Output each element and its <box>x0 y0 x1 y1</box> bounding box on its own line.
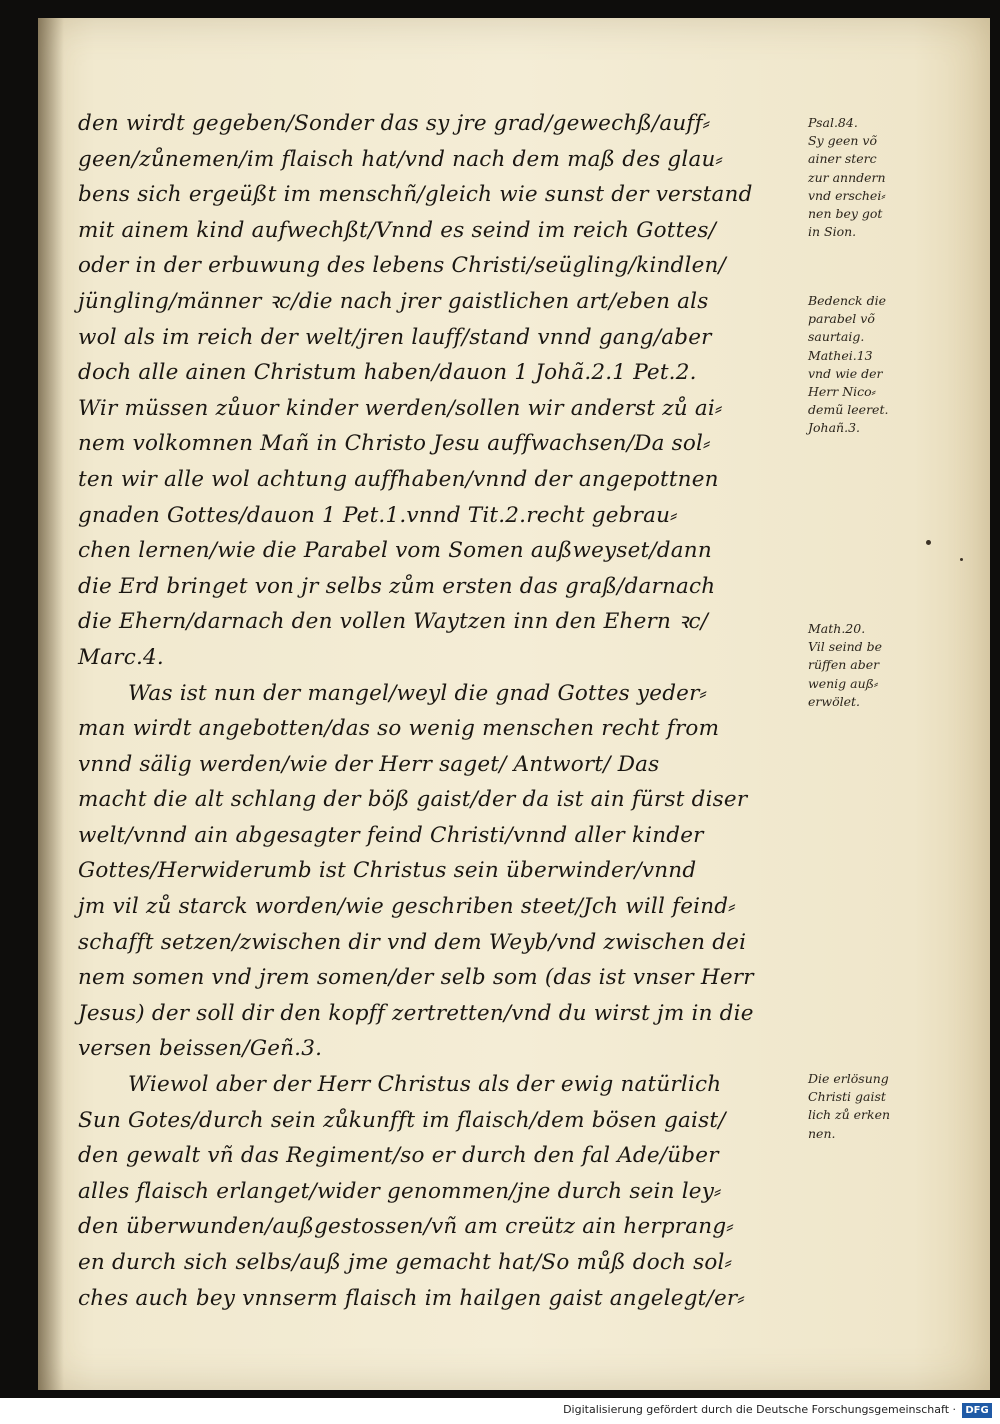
margin-note-line: ainer sterc <box>808 151 877 167</box>
margin-note-line: Mathei.13 <box>808 347 873 363</box>
text-line: Jesus) der soll dir den kopff zertretten/vnd du wirst jm in die <box>78 1000 754 1026</box>
margin-note-line: wenig auß⸗ <box>808 675 879 691</box>
funding-footer <box>0 1398 1000 1424</box>
margin-note-line: parabel võ <box>808 311 875 327</box>
text-line: den gewalt vñ das Regiment/so er durch den fal Ade/über <box>78 1143 719 1169</box>
text-line: gnaden Gottes/dauon 1 Pet.1.vnnd Tit.2.recht gebrau⸗ <box>78 502 678 528</box>
text-line: alles flaisch erlanget/wider genommen/jne durch sein ley⸗ <box>78 1178 722 1204</box>
text-line: Marc.4. <box>78 644 164 670</box>
text-line: nem volkomnen Mañ in Christo Jesu auffwachsen/Da sol⸗ <box>78 431 711 457</box>
text-line: nem somen vnd jrem somen/der selb som (das ist vnser Herr <box>78 965 754 991</box>
margin-note-line: in Sion. <box>808 224 857 240</box>
margin-note-line: Math.20. <box>808 621 866 636</box>
gutter-shadow <box>38 18 64 1390</box>
text-line: Sun Gotes/durch sein zůkunfft im flaisch/dem bösen gaist/ <box>78 1107 726 1133</box>
ink-speck <box>960 558 963 561</box>
margin-note-line: Sy geen võ <box>808 133 878 149</box>
text-line: schafft setzen/zwischen dir vnd dem Weyb/vnd zwischen dei <box>78 929 747 955</box>
margin-note-line: nen. <box>808 1125 836 1141</box>
text-line: ches auch bey vnnserm flaisch im hailgen gaist angelegt/er⸗ <box>78 1285 745 1311</box>
text-line: jm vil zů starck worden/wie geschriben steet/Jch will feind⸗ <box>78 894 736 920</box>
text-line: Gottes/Herwiderumb ist Christus sein überwinder/vnnd <box>78 858 697 884</box>
margin-note-1 <box>808 114 958 241</box>
text-line: wol als im reich der welt/jren lauff/stand vnnd gang/aber <box>78 324 712 350</box>
ink-speck <box>926 540 931 545</box>
text-line: welt/vnnd ain abgesagter feind Christi/vnnd aller kinder <box>78 822 704 848</box>
text-line: en durch sich selbs/auß jme gemacht hat/So můß doch sol⸗ <box>78 1250 732 1275</box>
margin-note-line: demũ leeret. <box>808 402 889 418</box>
margin-note-line: zur anndern <box>808 169 886 185</box>
margin-note-line: Christi gaist <box>808 1089 886 1105</box>
text-line: ten wir alle wol achtung auffhaben/vnnd der angepottnen <box>78 466 719 492</box>
margin-note-line: saurtaig. <box>808 329 865 345</box>
margin-note-line: Herr Nico⸗ <box>808 384 876 400</box>
margin-note-3 <box>808 620 958 711</box>
margin-note-line: nen bey got <box>808 206 883 222</box>
text-line: chen lernen/wie die Parabel vom Somen außweyset/dann <box>78 538 712 564</box>
margin-note-line: Die erlösung <box>808 1071 889 1086</box>
margin-note-line: vnd wie der <box>808 365 883 381</box>
margin-note-line: Johañ.3. <box>808 420 860 436</box>
text-line: macht die alt schlang der böß gaist/der da ist ain fürst diser <box>78 787 748 813</box>
text-line: Wiewol aber der Herr Christus als der ewig natürlich <box>128 1072 722 1098</box>
text-line: den überwunden/außgestossen/vñ am creütz ain herprang⸗ <box>78 1214 734 1240</box>
text-line: oder in der erbuwung des lebens Christi/seügling/kindlen/ <box>78 253 726 279</box>
text-line: geen/zůnemen/im flaisch hat/vnd nach dem maß des glau⸗ <box>78 146 723 172</box>
text-line: die Erd bringet von jr selbs zům ersten das graß/darnach <box>78 573 716 599</box>
margin-note-line: Psal.84. <box>808 115 858 130</box>
dfg-logo: DFG <box>962 1403 992 1418</box>
main-text-block <box>78 106 818 1316</box>
text-line: den wirdt gegeben/Sonder das sy jre grad/gewechß/auff⸗ <box>78 111 711 136</box>
text-line: versen beissen/Geñ.3. <box>78 1036 323 1062</box>
margin-note-line: Vil seind be <box>808 639 883 655</box>
text-line: die Ehern/darnach den vollen Waytzen inn den Ehern ꝛc/ <box>78 609 709 635</box>
text-line: jüngling/männer ꝛc/die nach jrer gaistlichen art/eben als <box>78 288 709 314</box>
text-line: Wir müssen zůuor kinder werden/sollen wir anderst zů ai⸗ <box>78 395 723 421</box>
margin-note-4 <box>808 1070 958 1143</box>
text-line: doch alle ainen Christum haben/dauon 1 Johã.2.1 Pet.2. <box>78 360 697 386</box>
text-line: Was ist nun der mangel/weyl die gnad Gottes yeder⸗ <box>128 680 707 706</box>
book-page <box>38 18 990 1390</box>
margin-note-line: Bedenck die <box>808 293 886 308</box>
text-line: bens sich ergeüßt im menschñ/gleich wie sunst der verstand <box>78 182 753 208</box>
text-line: man wirdt angebotten/das so wenig menschen recht from <box>78 716 720 742</box>
margin-note-2 <box>808 292 958 438</box>
text-line: vnnd sälig werden/wie der Herr saget/ Antwort/ Das <box>78 751 660 777</box>
margin-note-line: vnd erschei⸗ <box>808 187 886 203</box>
margin-note-line: erwölet. <box>808 693 860 709</box>
funding-credit: Digitalisierung gefördert durch die Deutsche Forschungsgemeinschaft · <box>563 1403 956 1416</box>
margin-note-line: rüffen aber <box>808 657 880 673</box>
margin-note-line: lich zů erken <box>808 1107 891 1123</box>
text-line: mit ainem kind aufwechßt/Vnnd es seind im reich Gottes/ <box>78 217 717 243</box>
